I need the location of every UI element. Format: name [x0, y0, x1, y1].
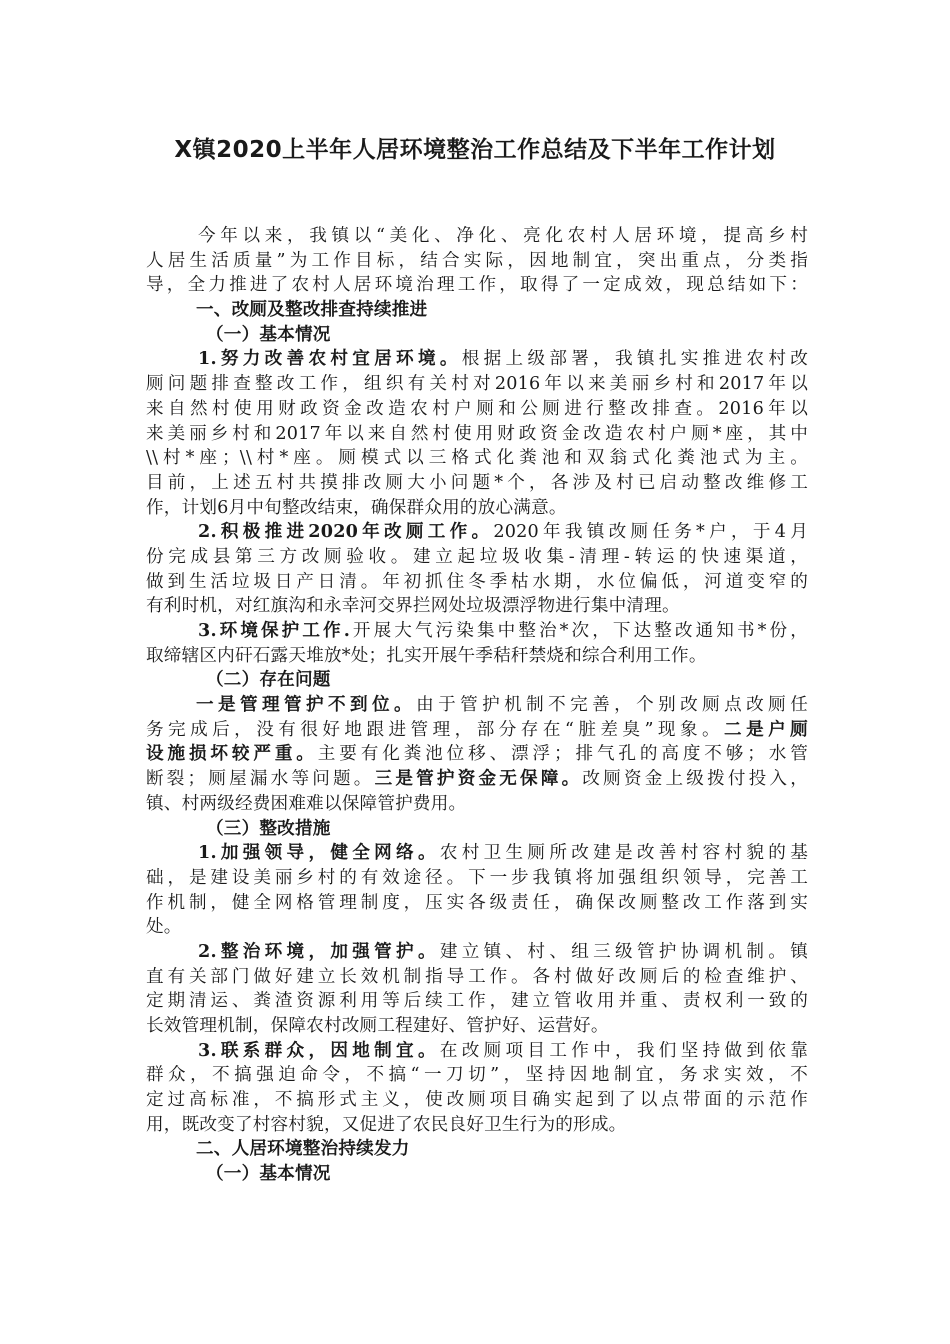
- paragraph-line: [146, 940, 808, 965]
- text-run: 在改厕项目工作中，我们坚持做到依靠: [439, 1040, 808, 1061]
- paragraph-line: [146, 496, 808, 521]
- text-run: 建立镇、村、组三级管护协调机制。镇: [439, 941, 808, 962]
- text-run: 二、人居环境整治持续发力: [196, 1138, 410, 1160]
- text-run: 一、改厕及整改排查持续推进: [196, 299, 428, 321]
- section-heading: [146, 323, 808, 348]
- document-title: X镇2020上半年人居环境整治工作总结及下半年工作计划: [174, 137, 776, 163]
- bold-text: （二）存在问题: [206, 669, 331, 691]
- text-run: 有利时机，对红旗沟和永幸河交界拦网处垃圾漂浮物进行集中清理。: [146, 596, 680, 617]
- bold-text: 3.环境保护工作.: [198, 620, 351, 641]
- paragraph-line: [146, 224, 808, 249]
- paragraph-line: [146, 866, 808, 891]
- text-run: 今年以来，我镇以“美化、净化、亮化农村人居环境，提高乡村: [198, 226, 808, 246]
- paragraph-line: [146, 594, 808, 619]
- text-run: 人居生活质量”为工作目标，结合实际，因地制宜，突出重点，分类指: [146, 250, 808, 271]
- text-run: 来美丽乡村和2017年以来自然村使用财政资金改造农村户厕*座，其中: [146, 423, 808, 444]
- text-run: \\村*座；\\村*座。厕模式以三格式化粪池和双翁式化粪池式为主。: [146, 448, 808, 469]
- paragraph-line: [146, 718, 808, 743]
- paragraph-line: [146, 891, 808, 916]
- paragraph-line: [146, 1113, 808, 1138]
- paragraph-line: [146, 1014, 808, 1039]
- bold-text: 三是管护资金无保障。: [374, 768, 583, 790]
- paragraph-line: [146, 644, 808, 669]
- paragraph-line: [146, 693, 808, 718]
- bold-text: 2.整治环境，加强管护。: [198, 940, 440, 962]
- paragraph-line: [146, 1039, 808, 1064]
- text-run: 目前，上述五村共摸排改厕大小问题*个，各涉及村已启动整改维修工: [146, 472, 808, 493]
- text-run: 作，计划6月中旬整改结束，确保群众用的放心满意。: [146, 497, 567, 518]
- document-body: [146, 224, 808, 1187]
- text-run: 作机制，健全网格管理制度，压实各级责任，确保改厕整改工作落到实: [146, 892, 808, 913]
- paragraph-line: [146, 767, 808, 792]
- paragraph-line: [146, 619, 808, 644]
- section-heading: [146, 1162, 808, 1187]
- bold-text: （一）基本情况: [206, 1163, 331, 1185]
- paragraph-line: [146, 347, 808, 372]
- paragraph-line: [146, 1088, 808, 1113]
- paragraph-line: [146, 397, 808, 422]
- paragraph-line: [146, 989, 808, 1014]
- text-run: 主要有化粪池位移、漂浮；排气孔的高度不够；水管: [317, 744, 808, 765]
- text-run: 导，全力推进了农村人居环境治理工作，取得了一定成效，现总结如下：: [146, 275, 808, 296]
- text-run: 群众，不搞强迫命令，不搞“一刀切”，坚持因地制宜，务求实效，不: [146, 1065, 808, 1086]
- paragraph-line: [146, 1063, 808, 1088]
- text-run: 由于管护机制不完善，个别改厕点改厕任: [416, 695, 808, 716]
- paragraph-line: [146, 545, 808, 570]
- paragraph-line: [146, 273, 808, 298]
- bold-text: 1.加强领导，健全网络。: [198, 842, 440, 864]
- bold-text: 1.努力改善农村宜居环境。: [198, 348, 462, 370]
- bold-text: 3.联系群众，因地制宜。: [198, 1039, 440, 1061]
- paragraph-line: [146, 965, 808, 990]
- bold-text: 2.积极推进2020年改厕工作。: [198, 521, 494, 543]
- text-run: 定期清运、粪渣资源利用等后续工作，建立管收用并重、责权利一致的: [146, 991, 808, 1012]
- text-run: 断裂；厕屋漏水等问题。: [146, 769, 375, 790]
- text-run: 处。: [146, 917, 182, 938]
- text-run: 定过高标准，不搞形式主义，使改厕项目确实起到了以点带面的示范作: [146, 1090, 808, 1111]
- bold-text: （一）基本情况: [206, 323, 331, 345]
- paragraph-line: [146, 249, 808, 274]
- text-run: 务完成后，没有很好地跟进管理，部分存在“脏差臭”现象。: [146, 719, 725, 740]
- section-heading: [146, 668, 808, 693]
- section-heading: [146, 1137, 808, 1162]
- text-run: 直有关部门做好建立长效机制指导工作。各村做好改厕后的检查维护、: [146, 966, 808, 987]
- bold-text: （三）整改措施: [206, 817, 331, 839]
- text-run: 根据上级部署，我镇扎实推进农村改: [461, 349, 808, 370]
- paragraph-line: [146, 570, 808, 595]
- paragraph-line: [146, 372, 808, 397]
- text-run: 来自然村使用财政资金改造农村户厕和公厕进行整改排查。2016年以: [146, 398, 808, 419]
- bold-text: 一是管理管护不到位。: [196, 694, 417, 716]
- text-run: 开展大气污染集中整治*次，下达整改通知书*份，: [350, 621, 808, 641]
- paragraph-line: [146, 742, 808, 767]
- text-run: 用，既改变了村容村貌，又促进了农民良好卫生行为的形成。: [146, 1114, 627, 1135]
- bold-text: 二是户厕: [724, 718, 808, 740]
- section-heading: [146, 817, 808, 842]
- text-run: 础，是建设美丽乡村的有效途径。下一步我镇将加强组织领导，完善工: [146, 867, 808, 888]
- paragraph-line: [146, 446, 808, 471]
- paragraph-line: [146, 915, 808, 940]
- paragraph-line: [146, 841, 808, 866]
- paragraph-line: [146, 471, 808, 496]
- text-run: 2020年我镇改厕任务*户，于4月: [493, 522, 808, 543]
- text-run: 做到生活垃圾日产日清。年初抓住冬季枯水期，水位偏低，河道变窄的: [146, 571, 808, 592]
- paragraph-line: [146, 422, 808, 447]
- text-run: 取缔辖区内矸石露天堆放*处；扎实开展午季秸秆禁烧和综合利用工作。: [146, 645, 707, 666]
- text-run: 镇、村两级经费困难难以保障管护费用。: [146, 793, 467, 814]
- text-run: 农村卫生厕所改建是改善村容村貌的基: [439, 843, 808, 864]
- bold-text: 设施损坏较严重。: [146, 743, 318, 765]
- text-run: 厕问题排查整改工作，组织有关村对2016年以来美丽乡村和2017年以: [146, 374, 808, 395]
- text-run: 改厕资金上级拨付投入，: [582, 769, 808, 790]
- text-run: 长效管理机制，保障农村改厕工程建好、管护好、运营好。: [146, 1016, 609, 1036]
- text-run: 份完成县第三方改厕验收。建立起垃圾收集-清理-转运的快速渠道，: [146, 546, 808, 567]
- paragraph-line: [146, 792, 808, 817]
- paragraph-line: [146, 520, 808, 545]
- section-heading: [146, 298, 808, 323]
